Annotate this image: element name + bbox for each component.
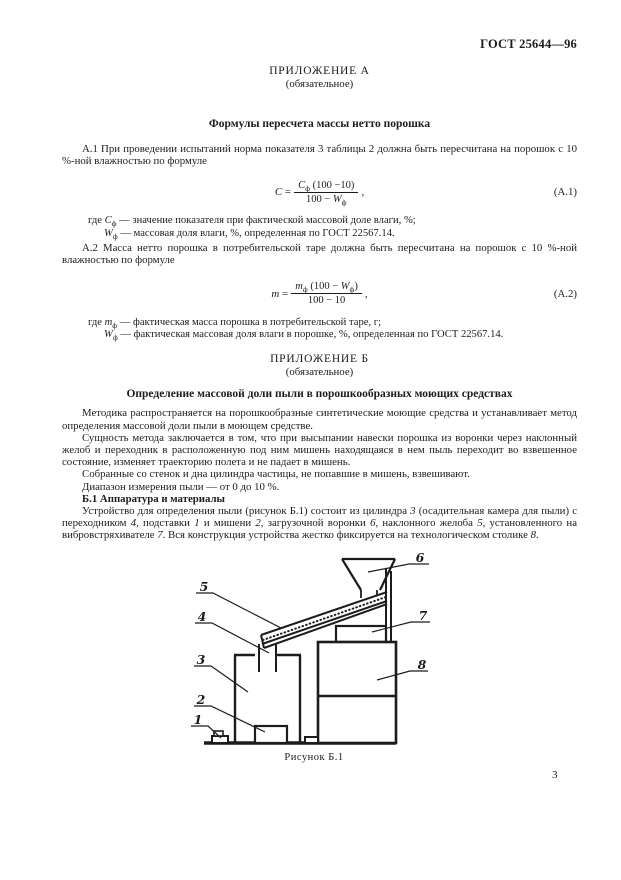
paragraph-b1-apparatus: Устройство для определения пыли (рисунок Б.1) состоит из цилиндра 3 (осадительная камера для пыли) с переходником 4, подставки 1 и мишени 2, загрузочной воронки 6, наклонного желоба 5, установленного на вибровстряхивателе 7. Вся конструкция устройства жестко фиксируется на технологическом столике 8.: [62, 505, 577, 542]
figure-label-7: 7: [418, 608, 428, 623]
paragraph-a1: А.1 При проведении испытаний норма показателя 3 таблицы 2 должна быть пересчитана на порошок с 10 %-ной влажностью по формуле: [62, 143, 577, 168]
figure-label-4: 4: [197, 609, 207, 624]
appendix-a-subheading: (обязательное): [285, 78, 354, 90]
formula-a2-lhs: m =: [271, 287, 289, 300]
table-foot: [305, 737, 318, 743]
where-list-a1: [62, 215, 577, 240]
formula-a1-lhs: C =: [274, 186, 292, 199]
where-a2-line2: $W_ф$ — фактическая массовая доля влаги в порошке, %, определенная по ГОСТ 22567.14.: [104, 329, 504, 343]
table-8: [318, 642, 396, 743]
figure-label-5: 5: [199, 579, 209, 594]
appendix-b-title: Определение массовой доли пыли в порошкообразных моющих средствах: [126, 388, 513, 401]
appendix-a-title: Формулы пересчета массы нетто порошка: [208, 118, 431, 130]
formula-a1-number: (А.1): [553, 186, 577, 199]
formula-a1: [62, 173, 577, 211]
figure-b1-diagram: [190, 551, 455, 766]
figure-caption: Рисунок Б.1: [284, 752, 344, 763]
figure-label-2: 2: [196, 692, 206, 707]
where-a2-line1: где $m_ф$ — фактическая масса порошка в потребительской таре, г;: [88, 316, 382, 330]
formula-a2-fraction: [291, 281, 362, 306]
target-2: [255, 726, 287, 743]
appendix-a-heading: ПРИЛОЖЕНИЕ А: [269, 65, 370, 77]
formula-a1-denominator: $100 - W_ф$: [306, 193, 347, 207]
formula-a2: [62, 275, 577, 313]
appendix-b-paragraphs: [62, 407, 577, 541]
where-a1-line1: где $C_ф$ — значение показателя при фактической массовой доле влаги, %;: [88, 215, 416, 229]
formula-a1-fraction: [294, 180, 358, 205]
paragraph-a2: А.2 Масса нетто порошка в потребительской таре должна быть пересчитана на порошок с 10 %-ной влажностью по формуле: [62, 242, 577, 267]
figure-label-1: 1: [193, 712, 203, 727]
where-a1-line2: $W_ф$ — массовая доля влаги, %, определенная по ГОСТ 22567.14.: [104, 227, 395, 241]
formula-a2-comma: ,: [364, 287, 368, 300]
figure-label-8: 8: [417, 657, 427, 672]
section-b1-heading: Б.1 Аппаратура и материалы: [82, 492, 225, 505]
paragraph-b-method: Сущность метода заключается в том, что при высыпании навески порошка из воронки через наклонный желоб и переходник в расположенную под ним мишень находящаяся в нем пыль переходит во взвешенное состояние, изменяет траекторию полета и не падает в мишень.: [62, 431, 577, 469]
figure-b1: [190, 551, 455, 766]
page-number: 3: [552, 769, 558, 781]
where-list-a2: [62, 317, 577, 342]
vibro-shaker-7: [336, 626, 386, 642]
figure-label-3: 3: [196, 652, 206, 667]
formula-a1-numerator: $C_ф$ (100 −10): [294, 180, 358, 193]
formula-a1-comma: ,: [361, 186, 365, 199]
paragraph-b-scope: Методика распространяется на порошкообразные синтетические моющие средства и устанавливает метод определения массовой доли пыли в моющем средстве.: [62, 407, 577, 432]
appendix-b-subheading: (обязательное): [285, 366, 354, 379]
formula-a2-body: [271, 281, 367, 306]
formula-a2-numerator: $m_ф$ $(100 - W_ф)$: [291, 281, 362, 294]
figure-label-6: 6: [415, 551, 425, 565]
appendix-b-heading: ПРИЛОЖЕНИЕ Б: [270, 353, 369, 366]
transition-tube-4: [259, 644, 276, 672]
paragraph-b-range: Диапазон измерения пыли — от 0 до 10 %.: [82, 480, 280, 493]
document-code-header: ГОСТ 25644—96: [480, 37, 577, 51]
paragraph-b-weighing: Собранные со стенок и дна цилиндра частицы, не попавшие в мишень, взвешивают.: [82, 468, 470, 481]
formula-a1-body: [275, 180, 364, 205]
formula-a2-number: (А.2): [553, 287, 577, 300]
formula-a2-denominator: 100 − 10: [307, 295, 346, 307]
